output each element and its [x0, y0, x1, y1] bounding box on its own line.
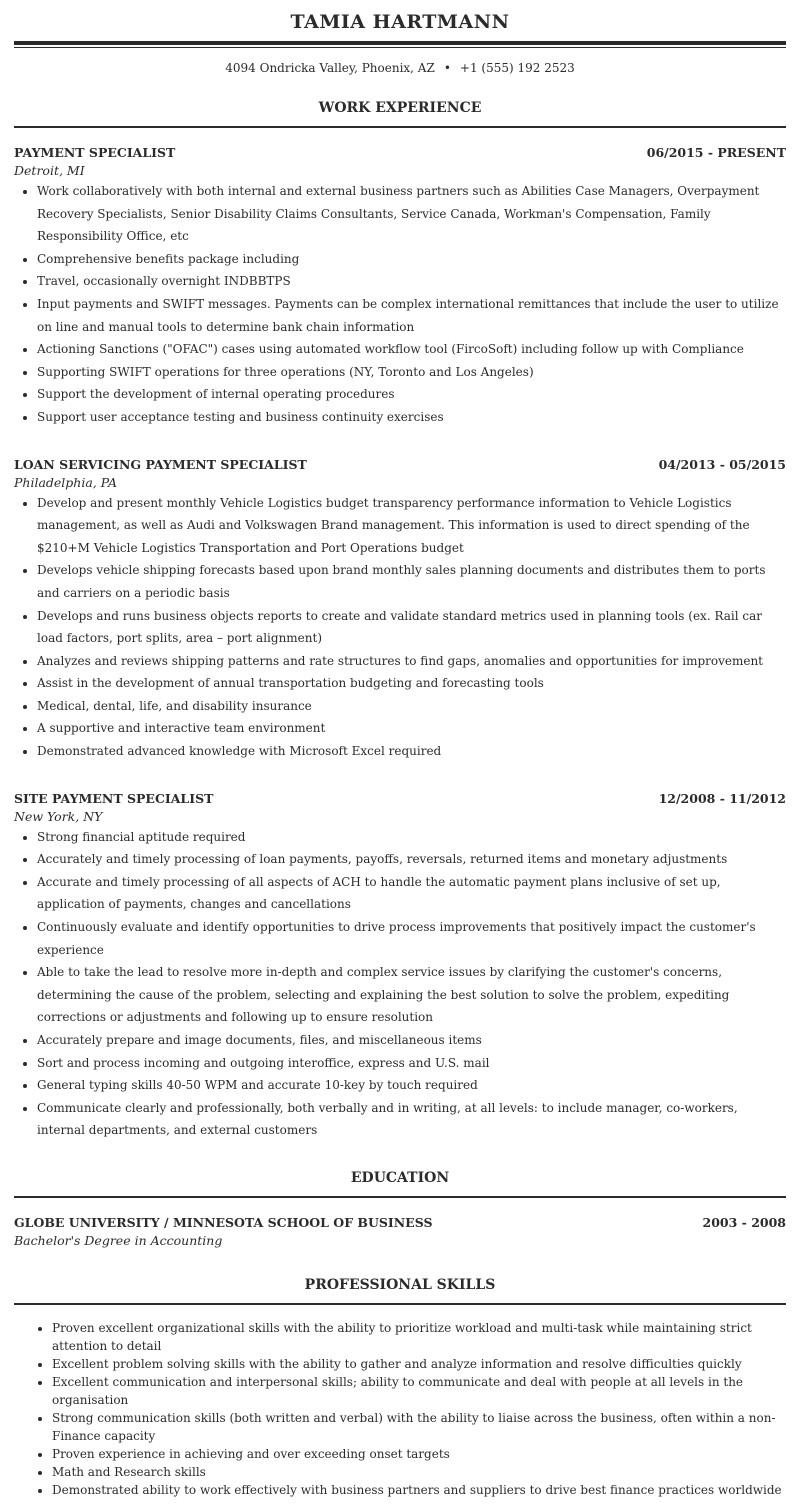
education-header [14, 1214, 786, 1232]
degree: Bachelor's Degree in Accounting [14, 1232, 223, 1248]
duty-item: • Input payments and SWIFT messages. Payments can be complex international remittances that include the user to utilize on line and manual tools to determine bank chain information [37, 293, 786, 338]
job-dates: 12/2008 - 11/2012 [658, 790, 786, 806]
job-duties [14, 826, 786, 1142]
work-experience-section [14, 99, 786, 1142]
job-header [14, 144, 786, 162]
resume-page [14, 0, 786, 1499]
job-header [14, 790, 786, 808]
education-section [14, 1169, 786, 1250]
skill-item: • Excellent problem solving skills with the ability to gather and analyze information and resolve difficulties quickly [52, 1355, 786, 1373]
job-dates: 04/2013 - 05/2015 [658, 456, 786, 472]
job-entry [14, 144, 786, 429]
job-title: PAYMENT SPECIALIST [14, 145, 176, 160]
duty-item: • Actioning Sanctions ("OFAC") cases using automated workflow tool (FircoSoft) including follow up with Compliance [37, 338, 786, 361]
education-rule [14, 1196, 786, 1198]
duty-item: • Continuously evaluate and identify opportunities to drive process improvements that positively impact the customer's experience [37, 916, 786, 961]
duty-item: • Develops vehicle shipping forecasts based upon brand monthly sales planning documents and distributes them to ports and carriers on a periodic basis [37, 559, 786, 604]
header-rule-thick [14, 41, 786, 45]
job-duties [14, 492, 786, 763]
skills-rule [14, 1303, 786, 1305]
duty-item: • Develops and runs business objects reports to create and validate standard metrics used in planning tools (ex. Rail car load factors, port splits, area – port alignment) [37, 605, 786, 650]
duty-item: • Support the development of internal operating procedures [37, 383, 786, 406]
job-entry [14, 790, 786, 1142]
education-title: EDUCATION [350, 1169, 450, 1186]
duty-item: • Communicate clearly and professionally, both verbally and in writing, at all levels: to include manager, co-workers, internal departments, and external customers [37, 1097, 786, 1142]
duty-item: • Travel, occasionally overnight INDBBTPS [37, 270, 786, 293]
duty-item: • Assist in the development of annual transportation budgeting and forecasting tools [37, 672, 786, 695]
skill-item: • Proven excellent organizational skills with the ability to prioritize workload and multi-task while maintaining strict attention to detail [52, 1319, 786, 1355]
school-name: GLOBE UNIVERSITY / MINNESOTA SCHOOL OF BUSINESS [14, 1214, 433, 1230]
duty-item: • Support user acceptance testing and business continuity exercises [37, 406, 786, 429]
duty-item: • General typing skills 40-50 WPM and accurate 10-key by touch required [37, 1074, 786, 1097]
education-dates: 2003 - 2008 [702, 1214, 786, 1230]
skills-list [14, 1319, 786, 1499]
duty-item: • Medical, dental, life, and disability insurance [37, 695, 786, 718]
skills-title: PROFESSIONAL SKILLS [304, 1276, 496, 1293]
skills-section [14, 1276, 786, 1499]
skill-item: • Excellent communication and interpersonal skills; ability to communicate and deal with people at all levels in the organisation [52, 1373, 786, 1409]
job-title: LOAN SERVICING PAYMENT SPECIALIST [14, 456, 307, 472]
job-entry [14, 456, 786, 763]
duty-item: • Analyzes and reviews shipping patterns and rate structures to find gaps, anomalies and opportunities for improvement [37, 650, 786, 673]
work-experience-title: WORK EXPERIENCE [318, 100, 482, 116]
phone: +1 (555) 192 2523 [459, 61, 575, 75]
education-entry [14, 1214, 786, 1250]
skill-item: • Math and Research skills [52, 1463, 786, 1481]
job-location: Detroit, MI [14, 163, 85, 178]
job-header [14, 456, 786, 474]
duty-item: • Develop and present monthly Vehicle Logistics budget transparency performance information to Vehicle Logistics management, as well as Audi and Volkswagen Brand management. This information is used to direct spending of the $210+M Vehicle Logistics Transportation and Port Operations budget [37, 492, 786, 560]
skill-item: • Proven experience in achieving and over exceeding onset targets [52, 1445, 786, 1463]
duty-item: • Work collaboratively with both internal and external business partners such as Abilities Case Managers, Overpayment Recovery Specialists, Senior Disability Claims Consultants, Service Canada, Workman's Compensation, Family Responsibility Office, etc [37, 180, 786, 248]
duty-item: • Comprehensive benefits package including [37, 248, 786, 271]
job-location: Philadelphia, PA [14, 474, 118, 490]
job-dates: 06/2015 - PRESENT [646, 145, 786, 160]
job-duties [14, 180, 786, 429]
work-experience-rule [14, 126, 786, 128]
job-title: SITE PAYMENT SPECIALIST [14, 790, 214, 806]
duty-item: • Able to take the lead to resolve more in-depth and complex service issues by clarifying the customer's concerns, determining the cause of the problem, selecting and explaining the best solution to solve the problem, expediting corrections or adjustments and following up to ensure resolution [37, 961, 786, 1029]
duty-item: • Strong financial aptitude required [37, 826, 786, 849]
contact-separator: • [443, 61, 451, 75]
address: 4094 Ondricka Valley, Phoenix, AZ [225, 61, 435, 75]
candidate-name: TAMIA HARTMANN [290, 11, 510, 33]
job-location: New York, NY [14, 808, 103, 824]
duty-item: • Accurately prepare and image documents, files, and miscellaneous items [37, 1029, 786, 1052]
skill-item: • Strong communication skills (both written and verbal) with the ability to liaise across the business, often within a non-Finance capacity [52, 1409, 786, 1445]
duty-item: • Sort and process incoming and outgoing interoffice, express and U.S. mail [37, 1052, 786, 1075]
duty-item: • Accurate and timely processing of all aspects of ACH to handle the automatic payment plans inclusive of set up, application of payments, changes and cancellations [37, 871, 786, 916]
contact-line [14, 59, 786, 77]
header-rule-thin [14, 47, 786, 48]
duty-item: • Accurately and timely processing of loan payments, payoffs, reversals, returned items and monetary adjustments [37, 848, 786, 871]
duty-item: • Supporting SWIFT operations for three operations (NY, Toronto and Los Angeles) [37, 361, 786, 384]
duty-item: • A supportive and interactive team environment [37, 717, 786, 740]
skill-item: • Demonstrated ability to work effectively with business partners and suppliers to drive best finance practices worldwide [52, 1481, 786, 1499]
duty-item: • Demonstrated advanced knowledge with Microsoft Excel required [37, 740, 786, 763]
